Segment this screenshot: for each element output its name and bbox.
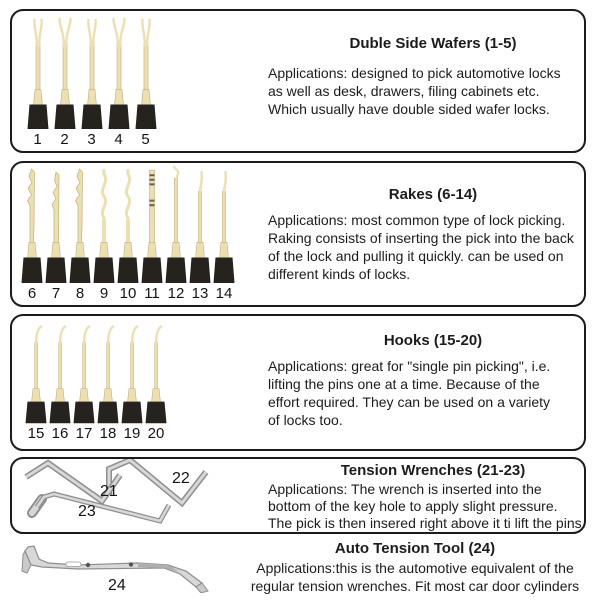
description-line: Raking consists of inserting the pick into the back — [268, 230, 574, 246]
description-line: lifting the pins one at a time. Because of the — [268, 376, 540, 392]
tool-number: 6 — [27, 285, 37, 302]
description-line: effort required. They can be used on a variety — [268, 394, 550, 410]
wrench-23-number: 23 — [78, 503, 96, 520]
tool-number: 14 — [215, 285, 233, 302]
wafers-title: Duble Side Wafers (1-5) — [349, 35, 517, 52]
rakes-description — [268, 211, 598, 283]
tool-20 — [144, 321, 168, 442]
hook-icon — [23, 321, 49, 425]
tool-4 — [105, 13, 132, 148]
tool-number: 12 — [167, 285, 185, 302]
rake-wave-icon — [91, 163, 117, 285]
auto-tension-title: Auto Tension Tool (24) — [334, 540, 496, 557]
description-line: different kinds of locks. — [268, 266, 411, 282]
wrench-22-number: 22 — [172, 470, 190, 487]
rake-tools-row — [20, 163, 236, 302]
description-line: Which usually have double sided wafer locks. — [268, 101, 550, 117]
wafer-icon — [79, 13, 105, 131]
tool-number: 18 — [99, 425, 117, 442]
description-line: The pick is then insered right above it ti lift the pins. — [268, 515, 586, 531]
tension-wrenches-title: Tension Wrenches (21-23) — [340, 462, 526, 479]
description-line: Applications: great for "single pin picking", i.e. — [268, 358, 551, 374]
auto-tension-description — [250, 559, 580, 595]
tool-18 — [96, 321, 120, 442]
rakes-title: Rakes (6-14) — [388, 186, 478, 203]
hook-s-icon — [187, 163, 213, 285]
tool-7 — [44, 163, 68, 302]
wafers-description — [268, 64, 598, 118]
description-line: regular tension wrenches. Fit most car door cylinders — [250, 578, 580, 594]
section-double-side-wafers — [10, 9, 586, 153]
tool-number: 2 — [60, 131, 69, 148]
hooks-title: Hooks (15-20) — [383, 332, 483, 349]
tool-number: 5 — [141, 131, 150, 148]
tool-number: 17 — [75, 425, 93, 442]
wafers-text — [268, 35, 598, 118]
tool-2 — [51, 13, 78, 148]
hook-tools-row — [24, 321, 168, 442]
wafer2-icon — [52, 13, 78, 131]
description-line: bottom of the key hole to apply slight pressure. — [268, 498, 558, 514]
wrench-21-number: 21 — [100, 483, 118, 500]
tool-number: 11 — [144, 285, 160, 302]
hook-s-icon — [211, 163, 237, 285]
hook-icon — [95, 321, 121, 425]
description-line: Applications: designed to pick automotive locks — [268, 65, 561, 81]
auto-tension-tool-area — [18, 541, 228, 599]
tool-number: 3 — [87, 131, 96, 148]
tool-1 — [24, 13, 51, 148]
tool-number: 7 — [51, 285, 61, 302]
section-rakes — [10, 161, 586, 307]
wafer-icon — [133, 13, 159, 131]
description-line: Applications: most common type of lock picking. — [268, 212, 566, 228]
tool-19 — [120, 321, 144, 442]
tool-13 — [188, 163, 212, 302]
tool-number: 16 — [51, 425, 69, 442]
rakes-text — [268, 186, 598, 283]
tool-number: 1 — [33, 131, 42, 148]
tool-14 — [212, 163, 236, 302]
description-line: Applications:this is the automotive equivalent of the — [256, 560, 574, 576]
tool-6 — [20, 163, 44, 302]
hooks-text — [268, 332, 598, 429]
description-line: of the lock and pulling it quickly. can be used on — [268, 248, 564, 264]
hook-icon — [143, 321, 169, 425]
tool-16 — [48, 321, 72, 442]
section-hooks — [10, 314, 586, 451]
hook-icon — [71, 321, 97, 425]
tool-number: 15 — [27, 425, 45, 442]
hooks-description — [268, 357, 598, 429]
tool-3 — [78, 13, 105, 148]
rake-jag-icon — [19, 163, 45, 285]
tool-5 — [132, 13, 159, 148]
wafer-icon — [25, 13, 51, 131]
section-auto-tension-tool — [10, 537, 590, 600]
description-line: Applications: The wrench is inserted into the — [268, 481, 542, 497]
rake-wave-icon — [115, 163, 141, 285]
tool-15 — [24, 321, 48, 442]
hook-tall-icon — [163, 163, 189, 285]
tension-wrench-tools — [12, 459, 264, 535]
auto-tension-text — [250, 540, 580, 595]
tool-number: 4 — [114, 131, 123, 148]
wafer-tools-row — [24, 13, 159, 148]
hook-icon — [47, 321, 73, 425]
tool-8 — [68, 163, 92, 302]
section-tension-wrenches — [10, 457, 586, 534]
auto-tool-24-number: 24 — [108, 577, 126, 594]
tension-wrenches-icon — [12, 459, 264, 533]
rake-jag2-icon — [43, 163, 69, 285]
description-line: of locks too. — [268, 412, 343, 428]
tool-12 — [164, 163, 188, 302]
tool-17 — [72, 321, 96, 442]
tool-number: 9 — [99, 285, 109, 302]
rake-jag-icon — [67, 163, 93, 285]
tool-9 — [92, 163, 116, 302]
tool-number: 19 — [123, 425, 141, 442]
rake-striped-icon — [139, 163, 165, 285]
tool-number: 20 — [147, 425, 165, 442]
hook-icon — [119, 321, 145, 425]
tool-11 — [140, 163, 164, 302]
tool-number: 10 — [119, 285, 137, 302]
tension-wrenches-text — [268, 462, 598, 532]
description-line: as well as desk, drawers, filing cabinets etc. — [268, 83, 540, 99]
wafer2-icon — [106, 13, 132, 131]
tool-10 — [116, 163, 140, 302]
tension-wrenches-description — [268, 481, 598, 532]
tool-number: 8 — [75, 285, 85, 302]
tool-number: 13 — [191, 285, 209, 302]
